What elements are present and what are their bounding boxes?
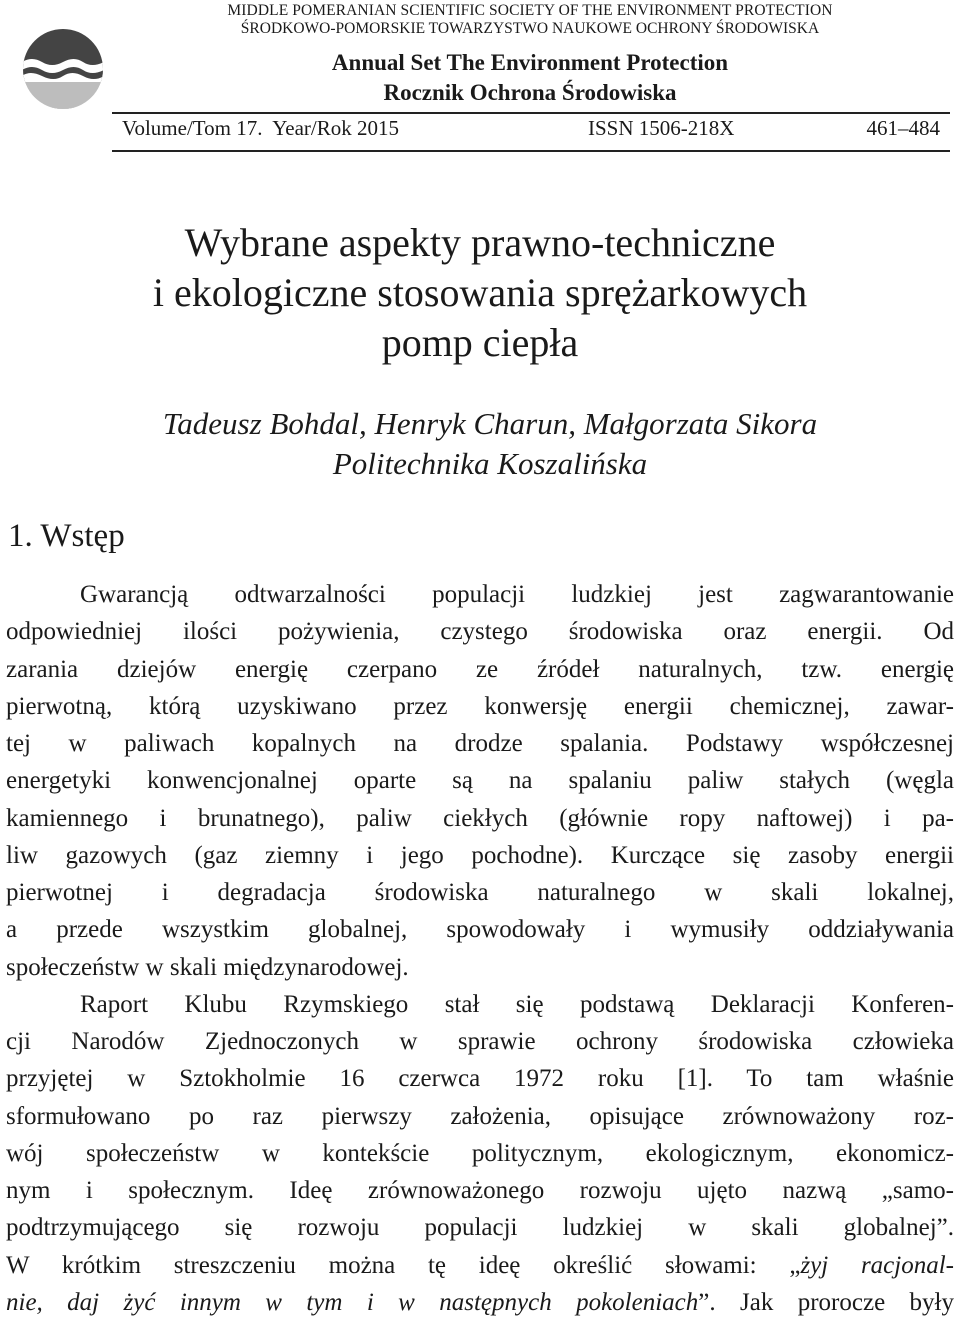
body-line: społeczeństw w skali międzynarodowej. [6, 953, 409, 981]
body-line-text: ”. Jak prorocze były [698, 1288, 954, 1316]
society-name-en: MIDDLE POMERANIAN SCIENTIFIC SOCIETY OF THE ENVIRONMENT PROTECTION [227, 2, 833, 19]
journal-title-pl: Rocznik Ochrona Środowiska [383, 80, 677, 105]
body-line: przyjętej w Sztokholmie 16 czerwca 1972 roku [1]. To tam właśnie [6, 1065, 954, 1093]
body-line: pierwotną, którą uzyskiwano przez konwersję energii chemicznej, zawar- [6, 692, 954, 720]
body-line: podtrzymującego się rozwoju populacji ludzkiej w skali globalnej”. [6, 1214, 954, 1242]
section-heading: 1. Wstęp [8, 518, 125, 554]
journal-title-en: Annual Set The Environment Protection [331, 50, 729, 75]
body-line-text: W krótkim streszczeniu można tę ideę określić słowami: „ [6, 1251, 801, 1279]
body-line: energetyki konwencjonalnej oparte są na spalaniu paliw stałych (węgla [6, 767, 954, 795]
year: Year/Rok 2015 [272, 116, 400, 140]
body-line: sformułowano po raz pierwszy założenia, opisujące zrównoważony roz- [6, 1102, 954, 1130]
body-line-italic: nie, daj żyć innym w tym i w następnych pokoleniach [6, 1288, 699, 1316]
body-line-italic: żyj racjonal- [800, 1251, 954, 1279]
volume-year [122, 116, 399, 141]
body-line: zarania dziejów energię czerpano ze źródeł naturalnych, tzw. energię [6, 655, 954, 683]
body-line: pierwotnej i degradacja środowiska naturalnego w skali lokalnej, [6, 879, 954, 906]
affiliation: Politechnika Koszalińska [332, 446, 648, 481]
volume: Volume/Tom 17. [122, 116, 263, 140]
society-logo-icon [22, 28, 104, 110]
title-line: pomp ciepła [381, 320, 579, 365]
title-line: Wybrane aspekty prawno-techniczne [184, 220, 776, 265]
header-bottom-rule [112, 150, 950, 152]
article-title [0, 218, 960, 368]
authors: Tadeusz Bohdal, Henryk Charun, Małgorzata Sikora [162, 406, 818, 441]
body-line: tej w paliwach kopalnych na drodze spalania. Podstawy współczesnej [6, 730, 954, 757]
body-line: a przede wszystkim globalnej, spowodowały i wymusiły oddziaływania [6, 916, 954, 944]
body-line: wój społeczeństw w kontekście politycznym, ekologicznym, ekonomicz- [6, 1139, 954, 1167]
body-line: nym i społecznym. Ideę zrównoważonego rozwoju ujęto nazwą „samo- [6, 1177, 954, 1204]
body-line: odpowiedniej ilości pożywienia, czystego środowiska oraz energii. Od [6, 618, 954, 646]
issn: ISSN 1506-218X [588, 116, 735, 140]
body-text [6, 576, 954, 1321]
society-name-pl: ŚRODKOWO-POMORSKIE TOWARZYSTWO NAUKOWE OCHRONY ŚRODOWISKA [240, 20, 820, 37]
body-line: cji Narodów Zjednoczonych w sprawie ochrony środowiska człowieka [6, 1028, 954, 1055]
body-line: Gwarancją odtwarzalności populacji ludzkiej jest zagwarantowanie [80, 581, 954, 608]
body-line: kamiennego i brunatnego), paliw ciekłych (głównie ropy naftowej) i pa- [6, 804, 954, 832]
page-range: 461–484 [866, 116, 940, 140]
body-line: Raport Klubu Rzymskiego stał się podstawą Deklaracji Konferen- [80, 990, 954, 1018]
body-line [6, 1284, 954, 1321]
body-line [6, 1247, 954, 1284]
body-line: liw gazowych (gaz ziemny i jego pochodne). Kurczące się zasoby energii [6, 841, 954, 869]
title-line: i ekologiczne stosowania sprężarkowych [152, 270, 808, 315]
header-top-rule [112, 112, 950, 114]
